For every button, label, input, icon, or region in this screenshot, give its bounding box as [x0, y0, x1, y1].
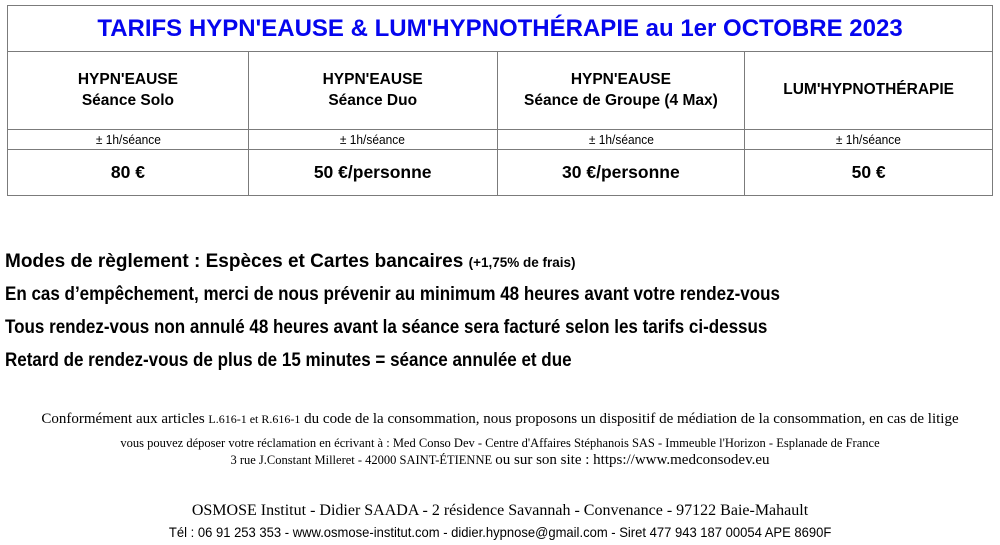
- column-header-lumhypnotherapie: [745, 52, 993, 130]
- duration-text: ± 1h/séance: [340, 132, 406, 147]
- service-brand: HYPN'EAUSE: [570, 70, 671, 88]
- duration-cell: [745, 130, 993, 150]
- mediation-claim-address-line: vous pouvez déposer votre réclamation en écrivant à : Med Conso Dev - Centre d'Affaires Stéphanois SAS - Immeuble l'Horizon - Esplanade de France: [120, 436, 880, 450]
- service-brand: LUM'HYPNOTHÉRAPIE: [783, 81, 954, 99]
- column-header-seance-duo: [248, 52, 497, 130]
- duration-cell: [497, 130, 745, 150]
- payment-methods-text: Modes de règlement : Espèces et Cartes bancaires: [5, 251, 469, 272]
- cancellation-notice-line: [5, 284, 871, 306]
- price-groupe: 30 €/personne: [497, 150, 745, 196]
- mediation-street-line: [0, 452, 1000, 469]
- pricing-table: [7, 5, 993, 196]
- institute-contact-text: Tél : 06 91 253 353 - www.osmose-institut.com - didier.hypnose@gmail.com - Siret 477 943 187 00054 APE 8690F: [168, 524, 832, 540]
- column-header-seance-solo: [8, 52, 249, 130]
- price-duo: 50 €/personne: [248, 150, 497, 196]
- duration-cell: [8, 130, 249, 150]
- service-brand: HYPN'EAUSE: [322, 70, 423, 88]
- mediation-website-text: ou sur son site : https://www.medconsodev.eu: [495, 452, 770, 468]
- duration-cell: [248, 130, 497, 150]
- mediation-legal-line: [0, 411, 1000, 428]
- mediation-street-text: 3 rue J.Constant Milleret - 42000 SAINT-ÉTIENNE: [230, 453, 496, 467]
- document-title: TARIFS HYPN'EAUSE & LUM'HYPNOTHÉRAPIE au 1er OCTOBRE 2023: [8, 6, 993, 52]
- institute-address-line: OSMOSE Institut - Didier SAADA - 2 résidence Savannah - Convenance - 97122 Baie-Mahault: [191, 502, 809, 519]
- payment-methods-line: [5, 251, 576, 273]
- mediation-legal-text: Conformément aux articles: [41, 411, 209, 427]
- institute-contact-line: [0, 524, 1000, 540]
- card-fee-note: (+1,75% de frais): [468, 255, 576, 270]
- mediation-legal-text-cont: du code de la consommation, nous proposons un dispositif de médiation de la consommation, en cas de litige: [300, 411, 959, 427]
- late-arrival-text: Retard de rendez-vous de plus de 15 minutes = séance annulée et due: [5, 350, 572, 371]
- service-header-row: [8, 52, 993, 130]
- no-show-billing-line: [5, 317, 857, 339]
- duration-row: [8, 130, 993, 150]
- legal-article-refs: L.616-1 et R.616-1: [208, 412, 301, 426]
- late-arrival-line: [5, 350, 638, 372]
- duration-text: ± 1h/séance: [836, 132, 902, 147]
- duration-text: ± 1h/séance: [588, 132, 654, 147]
- service-type: Séance de Groupe (4 Max): [523, 91, 718, 109]
- cancellation-notice-text: En cas d’empêchement, merci de nous prévenir au minimum 48 heures avant votre rendez-vous: [5, 284, 780, 305]
- service-type: Séance Duo: [328, 91, 418, 109]
- price-solo: 80 €: [8, 150, 249, 196]
- column-header-seance-groupe: [497, 52, 745, 130]
- price-lumhypnotherapie: 50 €: [745, 150, 993, 196]
- title-row: [8, 6, 993, 52]
- price-row: [8, 150, 993, 196]
- duration-text: ± 1h/séance: [95, 132, 161, 147]
- service-type: Séance Solo: [81, 91, 174, 109]
- service-brand: HYPN'EAUSE: [77, 70, 178, 88]
- no-show-billing-text: Tous rendez-vous non annulé 48 heures avant la séance sera facturé selon les tarifs ci-dessus: [5, 317, 768, 338]
